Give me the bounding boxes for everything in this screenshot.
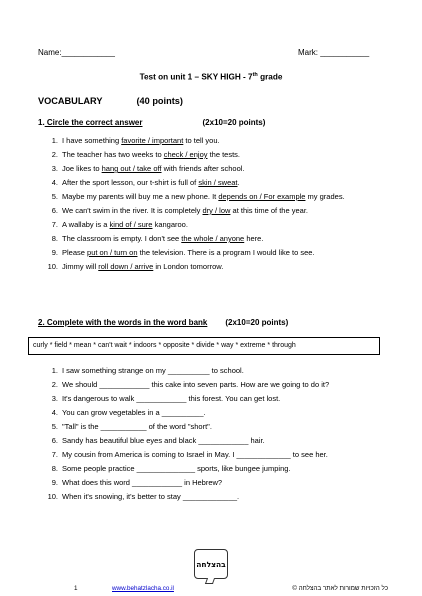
item-text-post: in London tomorrow. bbox=[153, 262, 224, 271]
item-choice[interactable]: dry / low bbox=[202, 206, 231, 215]
item-text-pre: Jimmy will bbox=[62, 262, 99, 271]
item-text-post: here. bbox=[244, 234, 264, 243]
item-number: 8. bbox=[51, 464, 58, 473]
item-text bbox=[62, 218, 376, 232]
vocabulary-heading-text: VOCABULARY bbox=[38, 96, 103, 106]
logo-text: בהצלחה bbox=[196, 559, 226, 569]
item-text bbox=[62, 148, 376, 162]
item-text-pre: The classroom is empty. I don't see bbox=[62, 234, 182, 243]
item-text-pre: A wallaby is a bbox=[62, 220, 110, 229]
section2-points: (2x10=20 points) bbox=[225, 318, 289, 327]
item-number: 9. bbox=[51, 248, 58, 257]
item-text-pre: Please bbox=[62, 248, 88, 257]
item-text-post: . bbox=[237, 178, 240, 187]
test-title bbox=[0, 72, 422, 82]
list-item bbox=[46, 190, 376, 204]
list-item bbox=[46, 364, 386, 378]
list-item bbox=[46, 232, 376, 246]
item-text-post: with friends after school. bbox=[161, 164, 245, 173]
item-choice[interactable]: put on / turn on bbox=[87, 248, 138, 257]
item-text-pre: The teacher has two weeks to bbox=[62, 150, 164, 159]
list-item bbox=[46, 420, 386, 434]
fill-in-sentence[interactable]: What does this word ____________ in Hebrew? bbox=[62, 478, 223, 487]
item-number: 6. bbox=[51, 206, 58, 215]
list-item bbox=[46, 448, 386, 462]
list-item bbox=[46, 218, 376, 232]
word-bank: curly * field * mean * can't wait * indoors * opposite * divide * way * extreme * through bbox=[28, 337, 380, 355]
section1-title: Circle the correct answer bbox=[44, 118, 143, 127]
section1-list bbox=[46, 134, 376, 274]
fill-in-sentence[interactable]: "Tall" is the ___________ of the word "short". bbox=[62, 422, 212, 431]
item-number: 2. bbox=[51, 150, 58, 159]
item-number: 3. bbox=[51, 164, 58, 173]
test-title-text: Test on unit 1 – SKY HIGH - 7 bbox=[139, 72, 253, 82]
item-number: 7. bbox=[51, 450, 58, 459]
list-item bbox=[46, 378, 386, 392]
item-number: 4. bbox=[51, 408, 58, 417]
mark-field-label: Mark: ___________ bbox=[298, 48, 370, 57]
copyright-notice: כל הזכויות שמורות לאתר בהצלחה © bbox=[292, 585, 388, 592]
list-item bbox=[46, 490, 386, 504]
fill-in-sentence[interactable]: You can grow vegetables in a __________. bbox=[62, 408, 206, 417]
fill-in-sentence[interactable]: My cousin from America is coming to Israel in May. I _____________ to see her. bbox=[62, 450, 328, 459]
item-number: 3. bbox=[51, 394, 58, 403]
vocabulary-heading bbox=[38, 96, 183, 106]
item-text-post: to tell you. bbox=[183, 136, 220, 145]
list-item bbox=[46, 176, 376, 190]
item-number: 5. bbox=[51, 422, 58, 431]
list-item bbox=[46, 434, 386, 448]
list-item bbox=[46, 260, 376, 274]
fill-in-sentence[interactable]: Sandy has beautiful blue eyes and black ____________ hair. bbox=[62, 436, 265, 445]
item-number: 7. bbox=[51, 220, 58, 229]
item-number: 5. bbox=[51, 192, 58, 201]
item-text bbox=[62, 176, 376, 190]
item-number: 1. bbox=[51, 366, 58, 375]
list-item bbox=[46, 204, 376, 218]
list-item bbox=[46, 406, 386, 420]
list-item bbox=[46, 134, 376, 148]
list-item bbox=[46, 462, 386, 476]
item-text-post: the television. There is a program I would like to see. bbox=[137, 248, 315, 257]
list-item bbox=[46, 476, 386, 490]
item-text bbox=[62, 134, 376, 148]
item-choice[interactable]: depends on / For example bbox=[218, 192, 306, 201]
website-link[interactable]: www.behatzlacha.co.il bbox=[112, 585, 174, 592]
item-number: 2. bbox=[51, 380, 58, 389]
fill-in-sentence[interactable]: Some people practice ______________ sports, like bungee jumping. bbox=[62, 464, 291, 473]
section1-points: (2x10=20 points) bbox=[202, 118, 266, 127]
item-text-post: at this time of the year. bbox=[230, 206, 308, 215]
item-choice[interactable]: kind of / sure bbox=[109, 220, 153, 229]
list-item bbox=[46, 392, 386, 406]
item-number: 10. bbox=[47, 262, 58, 271]
fill-in-sentence[interactable]: I saw something strange on my __________ to school. bbox=[62, 366, 244, 375]
item-text bbox=[62, 232, 376, 246]
item-text-post: kangaroo. bbox=[152, 220, 188, 229]
item-text-pre: We can't swim in the river. It is completely bbox=[62, 206, 203, 215]
item-text bbox=[62, 260, 376, 274]
vocabulary-points: (40 points) bbox=[136, 96, 183, 106]
item-text-post: the tests. bbox=[207, 150, 241, 159]
item-choice[interactable]: hang out / take off bbox=[101, 164, 162, 173]
item-choice[interactable]: roll down / arrive bbox=[98, 262, 154, 271]
section1-heading bbox=[38, 118, 265, 127]
section2-list bbox=[46, 364, 386, 504]
behatzlacha-logo bbox=[194, 549, 228, 579]
item-text-pre: Joe likes to bbox=[62, 164, 102, 173]
list-item bbox=[46, 246, 376, 260]
item-text-post: my grades. bbox=[305, 192, 345, 201]
test-title-sup: th bbox=[252, 72, 258, 78]
test-title-suffix: grade bbox=[257, 72, 283, 82]
fill-in-sentence[interactable]: It's dangerous to walk ____________ this forest. You can get lost. bbox=[62, 394, 281, 403]
item-text-pre: I have something bbox=[62, 136, 122, 145]
item-text bbox=[62, 162, 376, 176]
item-text bbox=[62, 204, 376, 218]
list-item bbox=[46, 148, 376, 162]
fill-in-sentence[interactable]: We should ____________ this cake into seven parts. How are we going to do it? bbox=[62, 380, 330, 389]
fill-in-sentence[interactable]: When it's snowing, it's better to stay _____________. bbox=[62, 492, 240, 501]
section1-number: 1. bbox=[38, 118, 45, 127]
item-number: 4. bbox=[51, 178, 58, 187]
item-text bbox=[62, 246, 376, 260]
item-number: 6. bbox=[51, 436, 58, 445]
page-number: 1 bbox=[74, 585, 78, 592]
list-item bbox=[46, 162, 376, 176]
item-text-pre: After the sport lesson, our t-shirt is full of bbox=[62, 178, 199, 187]
item-text-pre: Maybe my parents will buy me a new phone. It bbox=[62, 192, 219, 201]
name-field-label: Name:____________ bbox=[38, 48, 115, 57]
item-number: 10. bbox=[47, 492, 58, 501]
item-choice[interactable]: the whole / anyone bbox=[181, 234, 245, 243]
logo-speech-tail bbox=[205, 578, 215, 584]
item-choice[interactable]: check / enjoy bbox=[163, 150, 208, 159]
item-text bbox=[62, 190, 376, 204]
item-choice[interactable]: skin / sweat bbox=[198, 178, 238, 187]
item-choice[interactable]: favorite / important bbox=[121, 136, 184, 145]
item-number: 1. bbox=[51, 136, 58, 145]
section2-title: 2. Complete with the words in the word bank bbox=[38, 318, 208, 327]
item-number: 8. bbox=[51, 234, 58, 243]
section2-heading bbox=[38, 318, 288, 327]
item-number: 9. bbox=[51, 478, 58, 487]
